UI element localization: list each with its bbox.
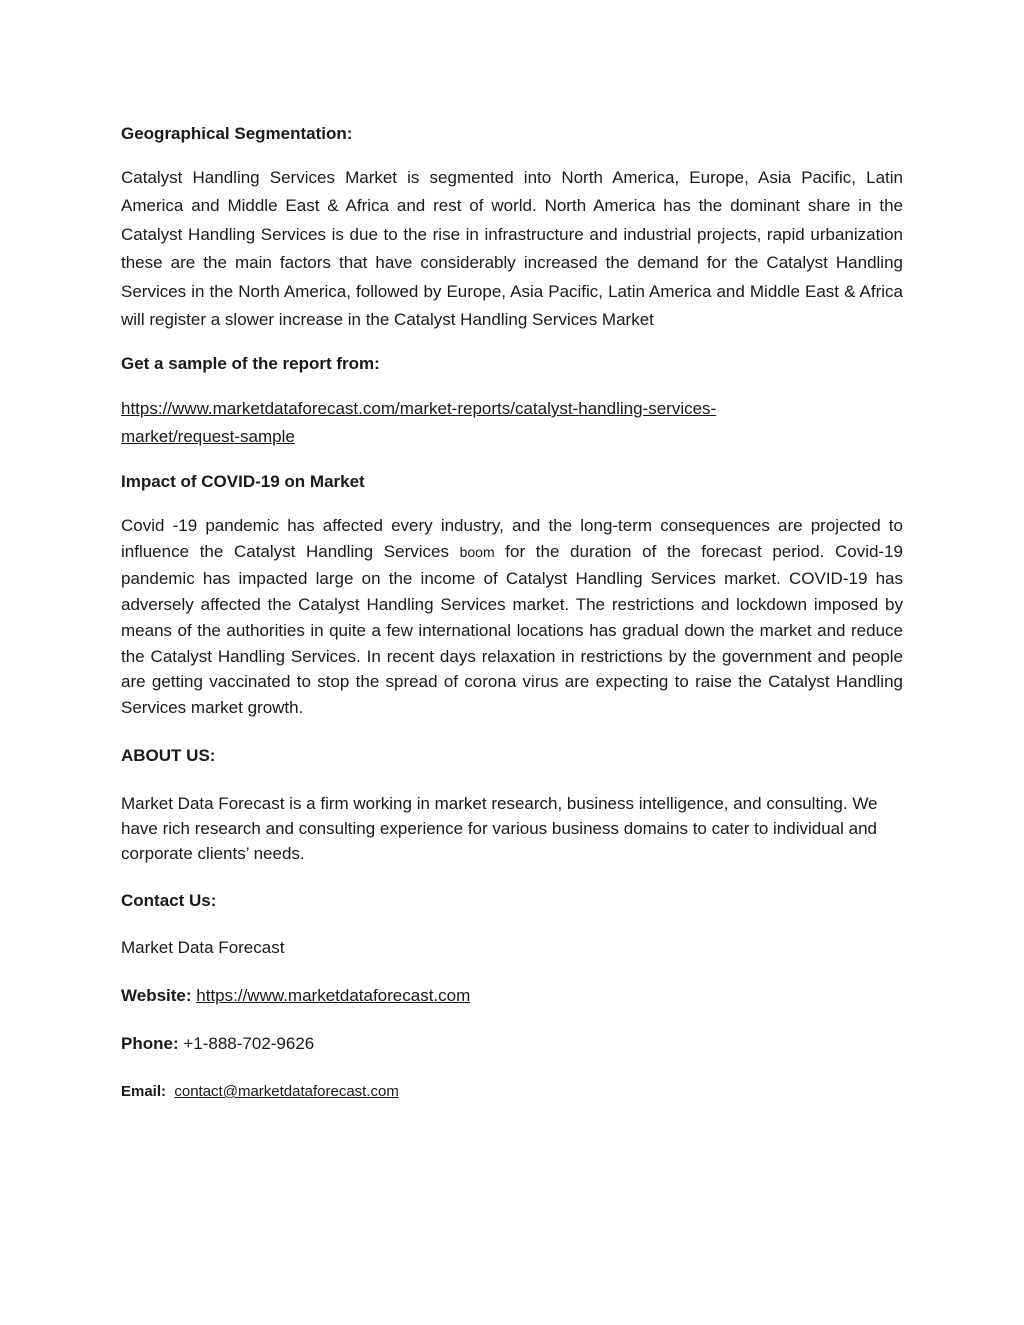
sample-link-line-2[interactable]: market/request-sample [121, 427, 295, 446]
website-link[interactable]: https://www.marketdataforecast.com [196, 986, 471, 1005]
email-link[interactable]: contact@marketdataforecast.com [174, 1083, 399, 1100]
about-heading: ABOUT US: [121, 746, 216, 765]
geo-paragraph: Catalyst Handling Services Market is segmented into North America, Europe, Asia Pacific, Latin America and Middle East & Africa and rest of world. North America has the dominant share in the Catalyst Handling Services is due to the rise in infrastructure and industrial projects, rapid urbanization these are the main factors that have considerably increased the demand for the Catalyst Handling Services in the North America, followed by Europe, Asia Pacific, Latin America and Middle East & Africa will register a slower increase in the Catalyst Handling Services Market [121, 168, 903, 330]
phone-row [121, 1033, 314, 1055]
company-name: Market Data Forecast [121, 938, 285, 957]
covid-text-part-2: for the duration of the forecast period. Covid-19 pandemic has impacted large on the income of Catalyst Handling Services market. COVID-19 has adversely affected the Catalyst Handling Services market. The restrictions and lockdown imposed by means of the authorities in quite a few international locations has gradual down the market and reduce the Catalyst Handling Services. In recent days relaxation in restrictions by the government and people are getting vaccinated to stop the spread of corona virus are expecting to raise the Catalyst Handling Services market growth. [121, 541, 903, 718]
phone-value: +1-888-702-9626 [183, 1034, 315, 1053]
about-paragraph: Market Data Forecast is a firm working in market research, business intelligence, and consulting. We have rich research and consulting experience for various business domains to cater to individual and corporate clients’ needs. [121, 794, 878, 863]
sample-link-line-1[interactable]: https://www.marketdataforecast.com/market-reports/catalyst-handling-services- [121, 399, 717, 418]
covid-text-boom: boom [459, 543, 495, 560]
sample-heading: Get a sample of the report from: [121, 354, 380, 373]
contact-heading: Contact Us: [121, 891, 217, 910]
phone-label: Phone: [121, 1034, 179, 1053]
website-row [121, 985, 470, 1007]
covid-paragraph [121, 513, 903, 721]
email-row [121, 1081, 399, 1103]
covid-text-part-1: Covid -19 pandemic has affected every industry, and the long-term consequences are projected to influence the Catalyst Handling Services [121, 516, 903, 561]
website-label: Website: [121, 986, 192, 1005]
geo-heading: Geographical Segmentation: [121, 124, 353, 143]
email-label: Email: [121, 1083, 167, 1100]
covid-heading: Impact of COVID-19 on Market [121, 472, 365, 491]
